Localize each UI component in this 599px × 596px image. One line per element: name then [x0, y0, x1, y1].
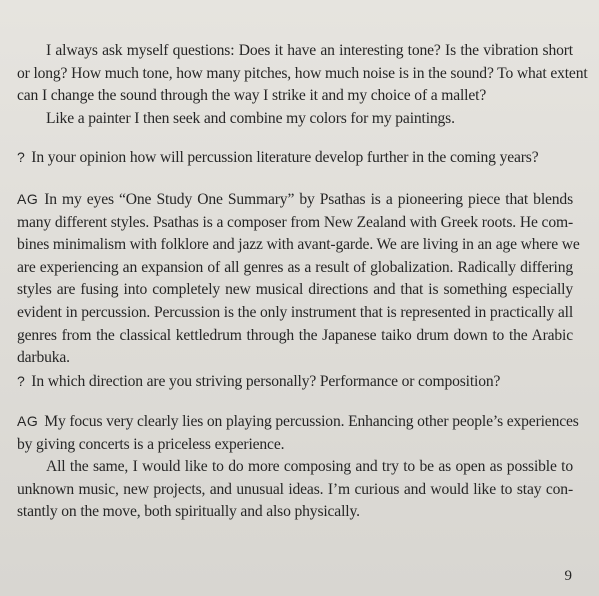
intro-paragraph: [17, 40, 588, 130]
answer-line: evident in percussion. Percussion is the only instrument that is represented in practically all: [17, 303, 573, 321]
question-line: [17, 146, 573, 170]
answer-line: [17, 410, 579, 434]
question-mark: ?: [17, 149, 26, 165]
question-mark: ?: [17, 373, 26, 389]
answer-line: many different styles. Psathas is a composer from New Zealand with Greek roots. He com-: [17, 213, 573, 231]
answer-text: In my eyes “One Study One Summary” by Psathas is a pioneering piece that blends: [44, 191, 573, 208]
answer-line: by giving concerts is a priceless experience.: [17, 435, 285, 453]
answer-2: [17, 410, 579, 524]
answer-line: genres from the classical kettledrum through the Japanese taiko drum down to the Arabic: [17, 326, 573, 344]
answer-line: stantly on the move, both spiritually and also physically.: [17, 503, 360, 521]
question-line: [17, 370, 573, 394]
speaker-initials: AG: [17, 191, 39, 207]
answer-text: My focus very clearly lies on playing percussion. Enhancing other people’s experiences: [44, 413, 579, 430]
question-1: [17, 146, 573, 170]
question-2: [17, 370, 573, 394]
answer-line: bines minimalism with folklore and jazz with avant-garde. We are living in an age where we: [17, 236, 580, 254]
question-text: In which direction are you striving personally? Performance or composition?: [31, 373, 501, 390]
answer-line: are experiencing an expansion of all genres as a result of globalization. Radically differing: [17, 258, 573, 276]
answer-1: [17, 188, 580, 370]
answer-line: All the same, I would like to do more composing and try to be as open as possible to: [46, 458, 573, 476]
page-number: 9: [564, 568, 572, 584]
answer-line: darbuka.: [17, 349, 70, 367]
speaker-initials: AG: [17, 413, 39, 429]
paragraph-line: I always ask myself questions: Does it have an interesting tone? Is the vibration short: [46, 42, 573, 59]
answer-line: styles are fusing into completely new musical directions and that is something especially: [17, 281, 573, 299]
answer-line: unknown music, new projects, and unusual ideas. I’m curious and would like to stay con-: [17, 480, 573, 498]
paragraph-line: Like a painter I then seek and combine my colors for my paintings.: [46, 109, 455, 127]
paragraph-line: can I change the sound through the way I strike it and my choice of a mallet?: [17, 87, 487, 105]
question-text: In your opinion how will percussion literature develop further in the coming years?: [31, 149, 539, 166]
answer-line: [17, 188, 573, 212]
paragraph-line: or long? How much tone, how many pitches, how much noise is in the sound? To what extent: [17, 64, 588, 82]
